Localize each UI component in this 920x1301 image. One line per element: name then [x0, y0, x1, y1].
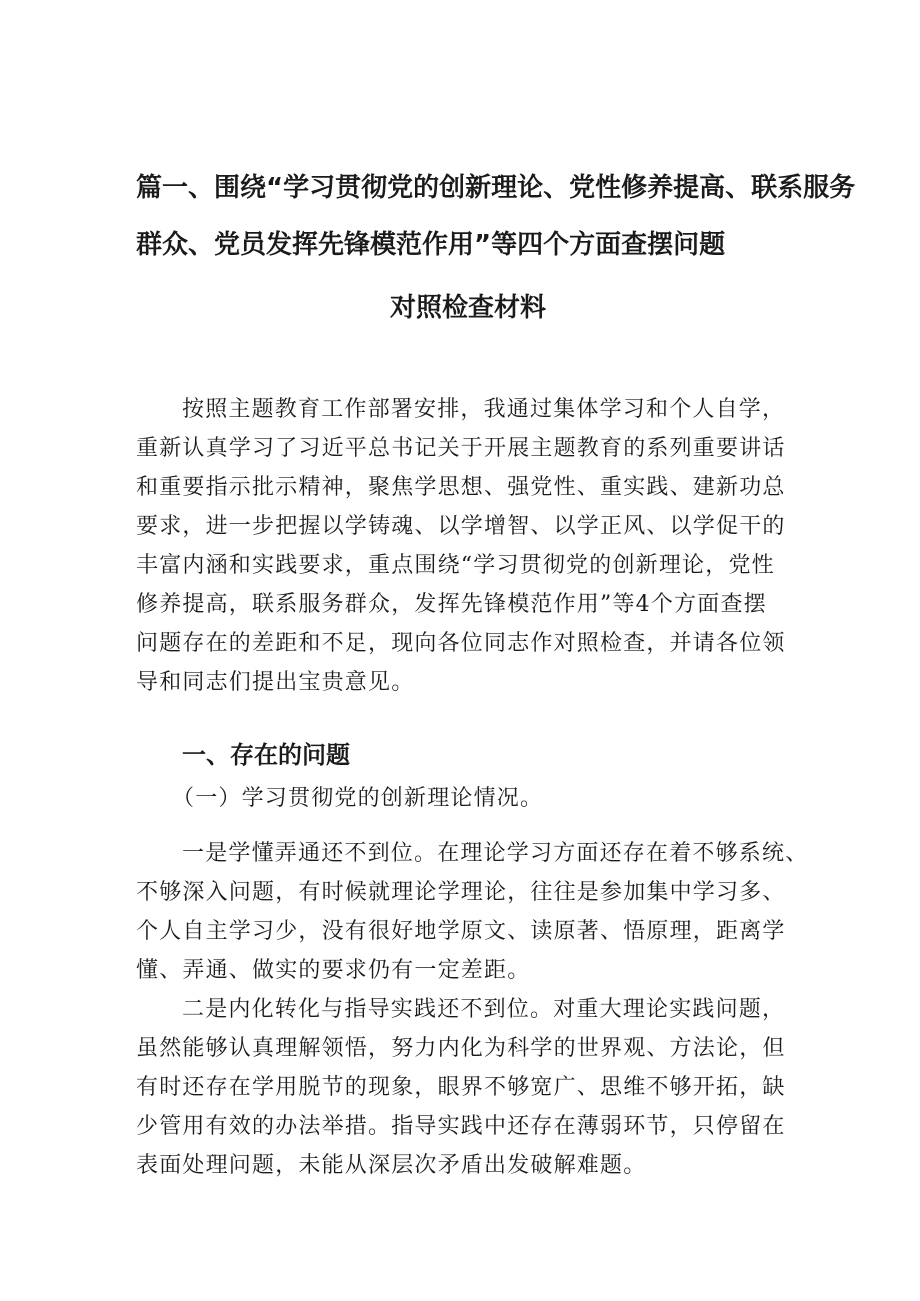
title-line-1: 篇一、围绕“学习贯彻党的创新理论、党性修养提高、联系服务 — [136, 173, 856, 203]
paragraph-2 — [136, 990, 796, 1185]
subsection-heading: （一）学习贯彻党的创新理论情况。 — [172, 786, 544, 811]
text-line: 二是内化转化与指导实践还不到位。对重大理论实践问题， — [182, 997, 786, 1022]
text-line: 修养提高，联系服务群众，发挥先锋模范作用”等4个方面查摆 — [136, 592, 767, 617]
text-line: 懂、弄通、做实的要求仍有一定差距。 — [136, 958, 531, 983]
text-line: 按照主题教育工作部署安排，我通过集体学习和个人自学， — [182, 397, 786, 422]
text-line: 有时还存在学用脱节的现象，眼界不够宽广、思维不够开拓，缺 — [136, 1075, 786, 1100]
text-line: 一是学懂弄通还不到位。在理论学习方面还存在着不够系统、 — [182, 841, 809, 866]
paragraph-1 — [136, 834, 809, 990]
title-line-2: 群众、党员发挥先锋模范作用”等四个方面查摆问题 — [136, 230, 726, 260]
intro-paragraph — [136, 390, 796, 702]
text-line: 和重要指示批示精神，聚焦学思想、强党性、重实践、建新功总 — [136, 475, 786, 500]
text-line: 不够深入问题，有时候就理论学理论，往往是参加集中学习多、 — [136, 880, 786, 905]
text-line: 少管用有效的办法举措。指导实践中还存在薄弱环节，只停留在 — [136, 1114, 786, 1139]
text-line: 个人自主学习少，没有很好地学原文、读原著、悟原理，距离学 — [136, 919, 786, 944]
section-heading: 一、存在的问题 — [182, 741, 350, 769]
text-line: 要求，进一步把握以学铸魂、以学增智、以学正风、以学促干的 — [136, 514, 786, 539]
title-line-3: 对照检查材料 — [390, 293, 547, 323]
text-line: 虽然能够认真理解领悟，努力内化为科学的世界观、方法论，但 — [136, 1036, 786, 1061]
text-line: 表面处理问题，未能从深层次矛盾出发破解难题。 — [136, 1153, 647, 1178]
text-line: 重新认真学习了习近平总书记关于开展主题教育的系列重要讲话 — [136, 436, 786, 461]
text-line: 丰富内涵和实践要求，重点围绕“学习贯彻党的创新理论，党性 — [136, 553, 775, 578]
text-line: 问题存在的差距和不足，现向各位同志作对照检查，并请各位领 — [136, 631, 786, 656]
text-line: 导和同志们提出宝贵意见。 — [136, 670, 415, 695]
